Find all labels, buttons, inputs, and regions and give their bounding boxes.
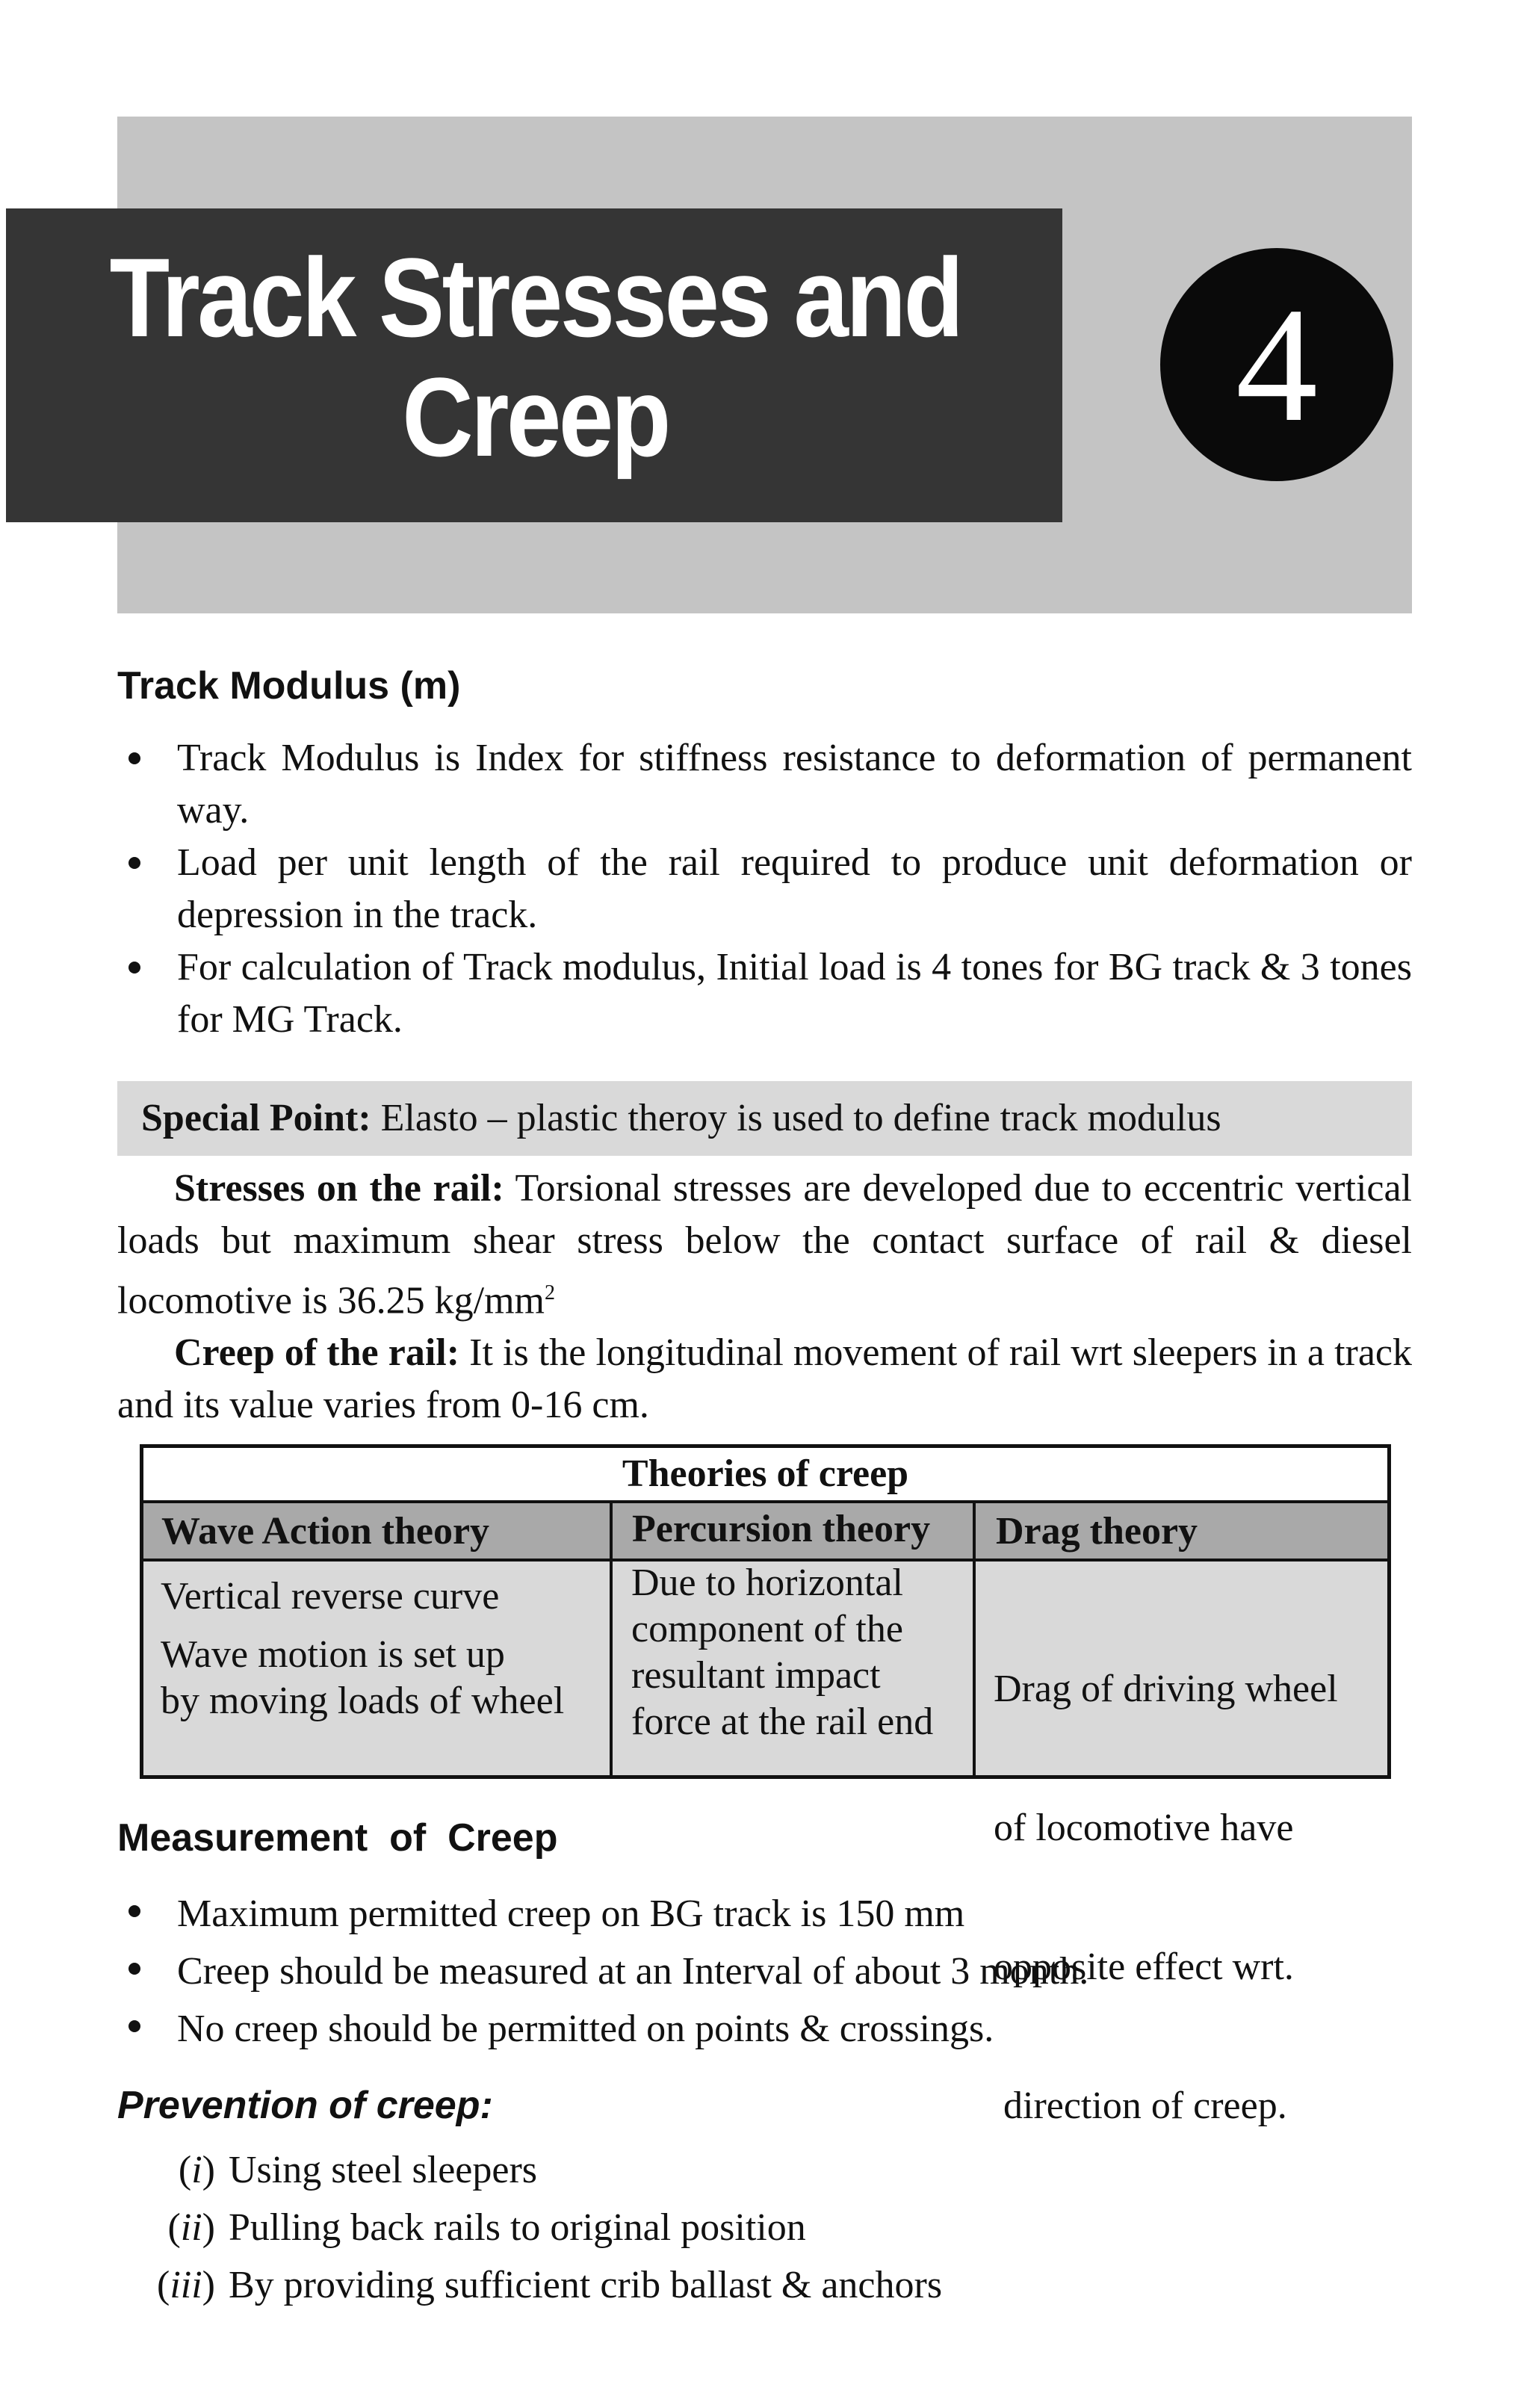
chapter-number-badge bbox=[1160, 248, 1393, 481]
list-item: (ii) Pulling back rails to original position bbox=[105, 2199, 1375, 2256]
wave-action-cell bbox=[161, 1573, 609, 1724]
table-cell-line: by moving loads of wheel bbox=[161, 1680, 565, 1722]
stresses-label: Stresses on the rail: bbox=[174, 1167, 504, 1210]
track-modulus-list bbox=[117, 732, 1412, 1046]
table-header-wave-action: Wave Action theory bbox=[143, 1503, 613, 1562]
stresses-text: Torsional stresses are developed due to eccentric vertical loads but maximum shear stress below the contact surface of rail & diesel locomotive is 36.25 kg/mm bbox=[117, 1167, 1413, 1322]
prevention-heading: Prevention of creep: bbox=[117, 2084, 493, 2127]
creep-label: Creep of the rail: bbox=[174, 1331, 460, 1374]
theories-table-title: Theories of creep bbox=[143, 1448, 1387, 1503]
table-cell-line: component of the bbox=[631, 1608, 903, 1650]
chapter-title-line2: Creep bbox=[402, 354, 669, 480]
table-divider bbox=[973, 1503, 976, 1775]
drag-cell bbox=[994, 1573, 1386, 2176]
measurement-heading: Measurement of Creep bbox=[117, 1816, 558, 1860]
table-cell-line: resultant impact bbox=[631, 1654, 881, 1697]
table-cell-line: force at the rail end bbox=[631, 1700, 934, 1743]
item-number: i bbox=[191, 2149, 202, 2191]
list-item: Creep should be measured at an Interval of about 3 month. bbox=[117, 1943, 1412, 2000]
stresses-paragraph bbox=[117, 1163, 1412, 1327]
list-item: (iii) By providing sufficient crib ballast & anchors bbox=[105, 2256, 1375, 2314]
table-cell-line: Due to horizontal bbox=[631, 1562, 903, 1604]
list-item: Maximum permitted creep on BG track is 150 mm bbox=[117, 1885, 1412, 1943]
table-header-percursion: Percursion theory bbox=[613, 1503, 975, 1562]
creep-text: It is the longitudinal movement of rail wrt sleepers in a track and its value varies from 0-16 cm. bbox=[117, 1331, 1412, 1426]
chapter-number: 4 bbox=[1236, 273, 1318, 456]
table-cell-line: opposite effect wrt. bbox=[994, 1946, 1294, 1988]
table-cell-line: Wave motion is set up bbox=[161, 1633, 505, 1676]
stresses-superscript: 2 bbox=[544, 1281, 555, 1304]
chapter-title bbox=[70, 235, 1000, 480]
list-item: Load per unit length of the rail required to produce unit deformation or depression in the track. bbox=[117, 837, 1412, 941]
item-text: Using steel sleepers bbox=[229, 2149, 538, 2191]
table-header-drag: Drag theory bbox=[975, 1503, 1387, 1562]
list-item: Track Modulus is Index for stiffness resistance to deformation of permanent way. bbox=[117, 732, 1412, 837]
table-cell-line: Vertical reverse curve bbox=[161, 1575, 500, 1618]
table-cell-line: of locomotive have bbox=[994, 1807, 1294, 1849]
special-point-label: Special Point: bbox=[141, 1097, 371, 1139]
item-number: iii bbox=[170, 2264, 202, 2306]
table-cell-line: direction of creep. bbox=[994, 2084, 1287, 2127]
prevention-list bbox=[105, 2141, 1375, 2314]
percursion-cell bbox=[631, 1560, 971, 1745]
item-text: Pulling back rails to original position bbox=[229, 2206, 806, 2249]
list-item: For calculation of Track modulus, Initial load is 4 tones for BG track & 3 tones for MG Track. bbox=[117, 941, 1412, 1046]
special-point-box bbox=[117, 1081, 1412, 1156]
creep-paragraph bbox=[117, 1327, 1412, 1432]
item-text: By providing sufficient crib ballast & anchors bbox=[229, 2264, 943, 2306]
measurement-list bbox=[117, 1885, 1412, 2058]
table-cell-line: Drag of driving wheel bbox=[994, 1668, 1338, 1710]
table-divider bbox=[610, 1503, 613, 1775]
list-item: (i) Using steel sleepers bbox=[105, 2141, 1375, 2199]
item-number: ii bbox=[180, 2206, 202, 2249]
track-modulus-heading: Track Modulus (m) bbox=[117, 664, 461, 708]
list-item: No creep should be permitted on points & crossings. bbox=[117, 2000, 1412, 2058]
chapter-title-line1: Track Stresses and bbox=[109, 235, 961, 360]
special-point-text: Elasto – plastic theroy is used to define track modulus bbox=[371, 1097, 1221, 1139]
